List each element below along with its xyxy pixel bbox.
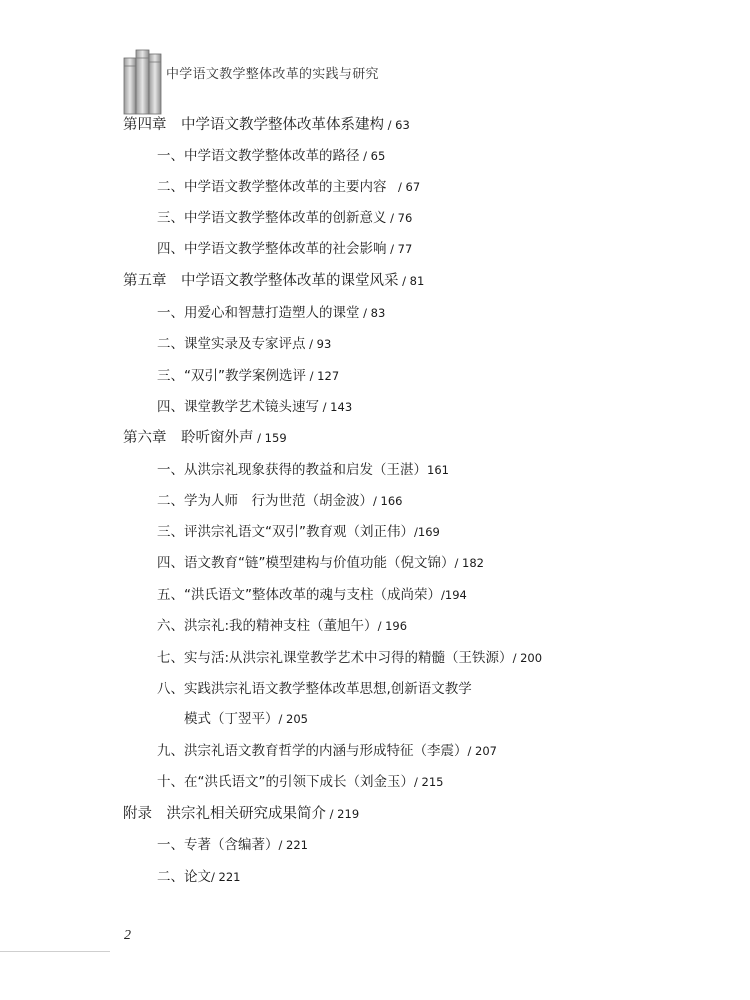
toc-entry-page: / 159 <box>253 431 287 445</box>
toc-entry <box>157 773 443 791</box>
toc-chapter <box>123 116 410 134</box>
toc-entry-title: 四、课堂教学艺术镜头速写 <box>157 399 319 415</box>
toc-entry-page: / 205 <box>278 712 308 726</box>
toc-chapter <box>123 429 287 447</box>
toc-entry-page: / 221 <box>211 870 241 884</box>
toc-entry-title: 三、“双引”教学案例选评 <box>157 368 306 384</box>
toc-entry-page: / 67 <box>386 180 421 194</box>
toc-entry-page: / 83 <box>359 306 386 320</box>
toc-entry-page: / 127 <box>306 369 340 383</box>
toc-entry-title: 二、学为人师 行为世范（胡金波） <box>157 493 373 509</box>
toc-chapter <box>123 272 424 290</box>
toc-entry-page: / 93 <box>305 337 332 351</box>
toc-entry-title: 第五章 中学语文教学整体改革的课堂风采 <box>123 273 399 289</box>
toc-entry-title: 三、评洪宗礼语文“双引”教育观（刘正伟） <box>157 524 414 540</box>
toc-entry <box>157 178 420 196</box>
toc-entry <box>157 209 412 227</box>
toc-entry <box>157 680 472 698</box>
toc-entry-title: 第六章 聆听窗外声 <box>123 430 254 446</box>
footer-rule <box>0 951 110 952</box>
toc-entry-page: /194 <box>441 588 467 602</box>
toc-entry-title: 四、中学语文教学整体改革的社会影响 <box>157 241 387 257</box>
toc-entry <box>157 492 402 510</box>
toc-entry-page: / 196 <box>377 619 408 633</box>
toc-entry <box>157 868 240 886</box>
toc-entry-page: /169 <box>414 525 440 539</box>
toc-entry-title: 十、在“洪氏语文”的引领下成长（刘金玉） <box>157 774 414 790</box>
toc-entry-title: 一、从洪宗礼现象获得的教益和启发（王湛） <box>157 462 427 478</box>
toc-entry <box>157 147 385 165</box>
toc-entry <box>157 335 331 353</box>
toc-entry-title: 附录 洪宗礼相关研究成果简介 <box>123 806 326 822</box>
toc-chapter <box>123 805 359 823</box>
toc-entry-title: 九、洪宗礼语文教育哲学的内涵与形成特征（李震） <box>157 743 468 759</box>
toc-entry-title: 一、中学语文教学整体改革的路径 <box>157 148 360 164</box>
toc-entry <box>157 617 407 635</box>
toc-entry-page: / 182 <box>454 556 484 570</box>
toc-entry-page: / 166 <box>373 494 403 508</box>
toc-entry <box>157 367 339 385</box>
toc-entry <box>157 398 352 416</box>
toc-entry <box>157 742 497 760</box>
toc-entry-page: / 200 <box>512 651 543 665</box>
toc-entry-title: 二、课堂实录及专家评点 <box>157 336 306 352</box>
toc-entry <box>157 649 542 667</box>
toc-entry-page: / 65 <box>359 149 386 163</box>
toc-entry-page: / 221 <box>278 838 308 852</box>
toc-entry-page: / 143 <box>319 400 353 414</box>
toc-entry-page: / 207 <box>467 744 497 758</box>
toc-entry <box>184 710 308 728</box>
toc-entry-title: 模式（丁翌平） <box>184 711 279 727</box>
header-title: 中学语文教学整体改革的实践与研究 <box>166 67 379 82</box>
toc-entry <box>157 461 449 479</box>
books-icon <box>122 44 170 116</box>
toc-entry-title: 一、专著（含编著） <box>157 837 279 853</box>
toc-entry-page: / 76 <box>386 211 413 225</box>
toc-entry-title: 一、用爱心和智慧打造塑人的课堂 <box>157 305 360 321</box>
toc-entry-title: 八、实践洪宗礼语文教学整体改革思想,创新语文教学 <box>157 681 472 697</box>
toc-entry-title: 三、中学语文教学整体改革的创新意义 <box>157 210 387 226</box>
toc-entry-page: / 215 <box>414 775 444 789</box>
toc-entry <box>157 523 440 541</box>
toc-entry-title: 二、中学语文教学整体改革的主要内容 <box>157 179 387 195</box>
toc-entry-page: 161 <box>427 463 449 477</box>
toc-entry-page: / 77 <box>386 242 413 256</box>
toc-entry-title: 七、实与活:从洪宗礼课堂教学艺术中习得的精髓（王铁源） <box>157 650 513 666</box>
running-header <box>122 44 442 116</box>
toc-entry-title: 六、洪宗礼:我的精神支柱（董旭午） <box>157 618 378 634</box>
toc-entry-title: 四、语文教育“链”模型建构与价值功能（倪文锦） <box>157 555 455 571</box>
page-number: 2 <box>124 928 131 943</box>
toc-entry <box>157 554 484 572</box>
toc-entry-title: 二、论文 <box>157 869 211 885</box>
toc-entry-title: 第四章 中学语文教学整体改革体系建构 <box>123 117 384 133</box>
toc-entry <box>157 586 467 604</box>
toc-entry <box>157 240 412 258</box>
toc-entry-page: / 81 <box>398 274 425 288</box>
toc-entry-title: 五、“洪氏语文”整体改革的魂与支柱（成尚荣） <box>157 587 441 603</box>
toc-entry-page: / 219 <box>326 807 360 821</box>
toc-entry-page: / 63 <box>384 118 410 132</box>
toc-entry <box>157 836 308 854</box>
toc-entry <box>157 304 385 322</box>
